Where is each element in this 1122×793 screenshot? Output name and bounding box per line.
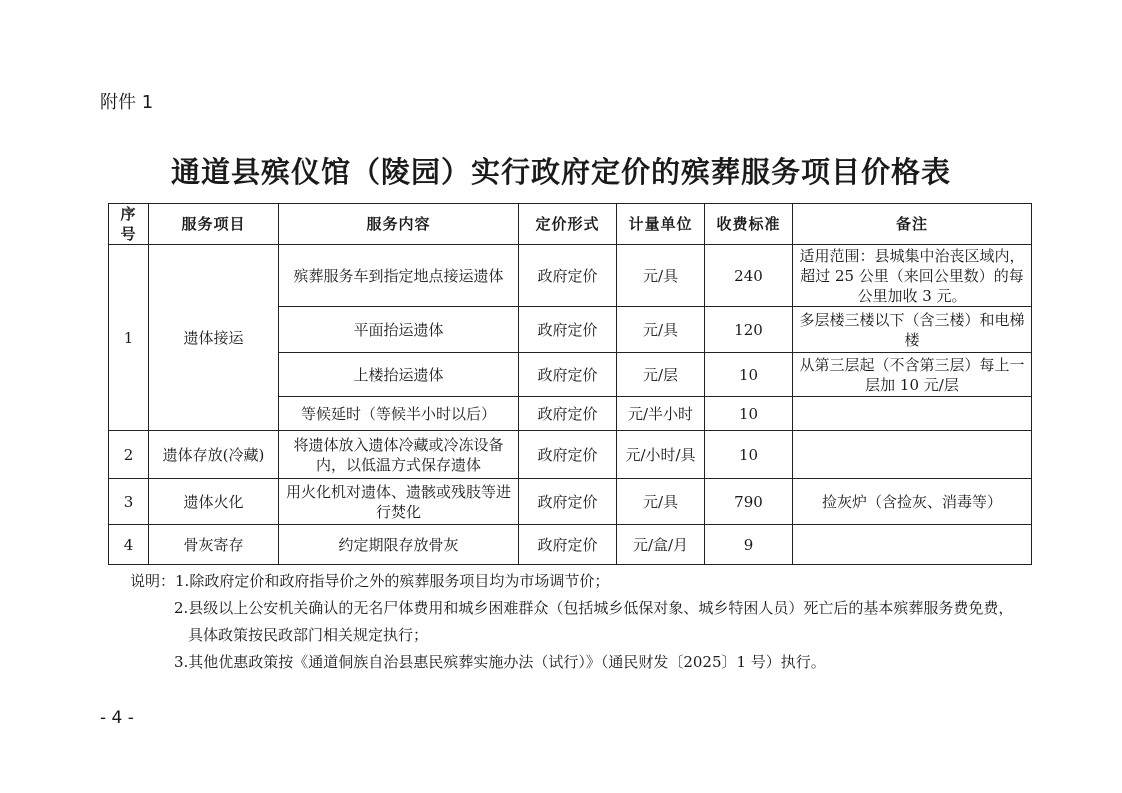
table-row — [109, 431, 1032, 479]
note-line-2: 2.县级以上公安机关确认的无名尸体费用和城乡困难群众（包括城乡低保对象、城乡特困人员）死亡后的基本殡葬服务费免费， — [174, 599, 1014, 617]
header-item: 服务项目 — [149, 204, 279, 245]
page-number: - 4 - — [100, 708, 134, 728]
page-title: 通道县殡仪馆（陵园）实行政府定价的殡葬服务项目价格表 — [170, 155, 951, 189]
row-content: 上楼抬运遗体 — [279, 353, 519, 397]
row-no: 1 — [109, 245, 149, 431]
attachment-label: 附件 1 — [100, 92, 154, 113]
table-row — [109, 525, 1032, 565]
row-no: 4 — [109, 525, 149, 565]
row-content: 等候延时（等候半小时以后） — [279, 397, 519, 431]
note-line-2b: 具体政策按民政部门相关规定执行； — [188, 626, 429, 644]
row-pricing: 政府定价 — [519, 525, 617, 565]
row-pricing: 政府定价 — [519, 431, 617, 479]
row-pricing: 政府定价 — [519, 397, 617, 431]
row-fee: 120 — [705, 307, 793, 353]
row-unit: 元/具 — [617, 245, 705, 307]
row-pricing: 政府定价 — [519, 353, 617, 397]
row-pricing: 政府定价 — [519, 245, 617, 307]
row-unit: 元/盒/月 — [617, 525, 705, 565]
row-remark: 适用范围：县城集中治丧区域内，超过 25 公里（来回公里数）的每公里加收 3 元。 — [793, 245, 1032, 307]
row-unit: 元/具 — [617, 479, 705, 525]
row-unit: 元/半小时 — [617, 397, 705, 431]
price-table — [108, 203, 1032, 565]
header-fee: 收费标准 — [705, 204, 793, 245]
row-remark — [793, 431, 1032, 479]
row-fee: 9 — [705, 525, 793, 565]
note-text-1: 1.除政府定价和政府指导价之外的殡葬服务项目均为市场调节价； — [175, 572, 610, 590]
header-unit: 计量单位 — [617, 204, 705, 245]
notes-section — [130, 568, 1050, 676]
row-item: 骨灰寄存 — [149, 525, 279, 565]
row-item: 遗体火化 — [149, 479, 279, 525]
row-remark: 多层楼三楼以下（含三楼）和电梯楼 — [793, 307, 1032, 353]
row-item: 遗体存放(冷藏) — [149, 431, 279, 479]
row-remark: 从第三层起（不含第三层）每上一层加 10 元/层 — [793, 353, 1032, 397]
row-fee: 10 — [705, 431, 793, 479]
row-remark: 捡灰炉（含捡灰、消毒等） — [793, 479, 1032, 525]
row-content: 约定期限存放骨灰 — [279, 525, 519, 565]
row-pricing: 政府定价 — [519, 307, 617, 353]
row-content: 平面抬运遗体 — [279, 307, 519, 353]
row-no: 2 — [109, 431, 149, 479]
notes-prefix: 说明： — [130, 572, 176, 590]
row-pricing: 政府定价 — [519, 479, 617, 525]
row-unit: 元/小时/具 — [617, 431, 705, 479]
table-row — [109, 479, 1032, 525]
header-no: 序号 — [109, 204, 149, 245]
note-line-3: 3.其他优惠政策按《通道侗族自治县惠民殡葬实施办法（试行）》（通民财发〔2025〕1 号）执行。 — [174, 653, 826, 671]
row-content: 将遗体放入遗体冷藏或冷冻设备内，以低温方式保存遗体 — [279, 431, 519, 479]
row-no: 3 — [109, 479, 149, 525]
header-pricing: 定价形式 — [519, 204, 617, 245]
row-fee: 240 — [705, 245, 793, 307]
row-content: 殡葬服务车到指定地点接运遗体 — [279, 245, 519, 307]
row-fee: 10 — [705, 353, 793, 397]
note-line-1 — [130, 568, 1050, 595]
row-fee: 10 — [705, 397, 793, 431]
row-fee: 790 — [705, 479, 793, 525]
row-unit: 元/具 — [617, 307, 705, 353]
row-unit: 元/层 — [617, 353, 705, 397]
row-remark — [793, 397, 1032, 431]
row-remark — [793, 525, 1032, 565]
table-row — [109, 245, 1032, 307]
row-content: 用火化机对遗体、遗骸或残肢等进行焚化 — [279, 479, 519, 525]
header-content: 服务内容 — [279, 204, 519, 245]
table-header-row — [109, 204, 1032, 245]
row-item: 遗体接运 — [149, 245, 279, 431]
header-remark: 备注 — [793, 204, 1032, 245]
